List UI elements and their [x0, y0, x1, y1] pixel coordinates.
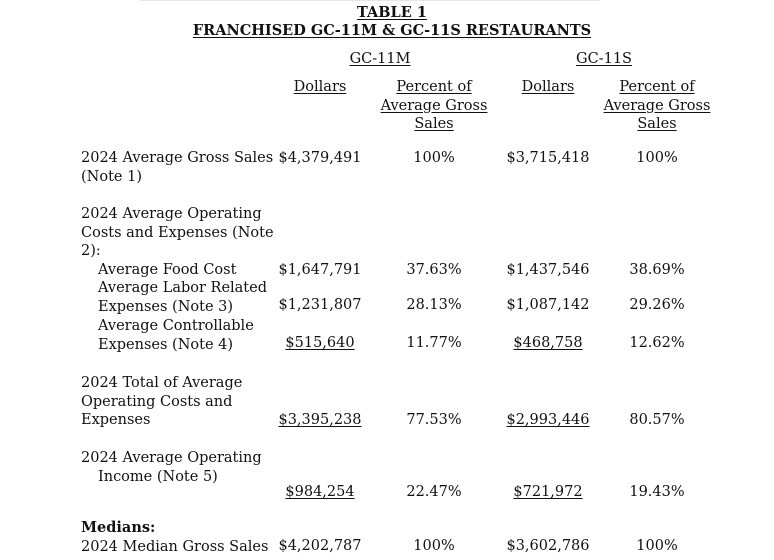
- cell-total-s-dollars: $2,993,446: [506, 412, 590, 428]
- cell-food-s-pct: 38.69%: [629, 262, 685, 278]
- pct-header-line3: Sales: [414, 116, 454, 132]
- cell-gross-sales-s-dollars: $3,715,418: [506, 150, 590, 166]
- cell-income-s-pct: 19.43%: [629, 484, 685, 500]
- cell-labor-s-dollars: $1,087,142: [506, 297, 590, 313]
- row-label-operating-costs: 2024 Average Operating Costs and Expenses (Note 2):: [81, 206, 274, 259]
- cell-median-m-pct: 100%: [413, 538, 455, 554]
- cell-income-m-pct: 22.47%: [406, 484, 462, 500]
- cell-food-s-dollars: $1,437,546: [506, 262, 590, 278]
- pct-header-line2: Average Gross: [380, 97, 488, 114]
- col-header-dollars-m: Dollars: [293, 79, 347, 95]
- row-label-labor: Average Labor Related Expenses (Note 3): [98, 280, 268, 315]
- table-title: FRANCHISED GC-11M & GC-11S RESTAURANTS: [192, 22, 592, 39]
- cell-controllable-m-pct: 11.77%: [406, 335, 462, 351]
- cell-gross-sales-s-pct: 100%: [636, 150, 678, 166]
- row-label-controllable: Average Controllable Expenses (Note 4): [98, 318, 254, 353]
- cell-food-m-pct: 37.63%: [406, 262, 462, 278]
- cell-labor-m-dollars: $1,231,807: [278, 297, 362, 313]
- pct-header-line1: Percent of: [396, 79, 472, 95]
- col-header-percent-m: [374, 78, 494, 134]
- group-header-gc11s: GC-11S: [576, 51, 632, 67]
- medians-heading: Medians:: [81, 519, 156, 536]
- pct-header-line3: Sales: [637, 116, 677, 132]
- group-header-gc11m: GC-11M: [349, 51, 411, 67]
- cell-total-m-dollars: $3,395,238: [278, 412, 362, 428]
- cell-labor-s-pct: 29.26%: [629, 297, 685, 313]
- row-label-total-costs: 2024 Total of Average Operating Costs and Expenses: [81, 375, 243, 428]
- row-label-op-income: 2024 Average Operating Income (Note 5): [81, 450, 262, 485]
- cell-median-m-dollars: $4,202,787: [278, 538, 362, 554]
- cell-food-m-dollars: $1,647,791: [278, 262, 362, 278]
- table-label: TABLE 1: [357, 4, 427, 21]
- cell-controllable-s-pct: 12.62%: [629, 335, 685, 351]
- col-header-percent-s: [597, 78, 717, 134]
- cell-gross-sales-m-dollars: $4,379,491: [278, 150, 362, 166]
- cell-income-m-dollars: $984,254: [285, 484, 355, 500]
- cell-controllable-m-dollars: $515,640: [285, 335, 355, 351]
- pct-header-line1: Percent of: [619, 79, 695, 95]
- pct-header-line2: Average Gross: [603, 97, 711, 114]
- cell-median-s-pct: 100%: [636, 538, 678, 554]
- cell-income-s-dollars: $721,972: [513, 484, 583, 500]
- cell-labor-m-pct: 28.13%: [406, 297, 462, 313]
- cell-controllable-s-dollars: $468,758: [513, 335, 583, 351]
- cell-gross-sales-m-pct: 100%: [413, 150, 455, 166]
- cell-median-s-dollars: $3,602,786: [506, 538, 590, 554]
- row-label-gross-sales: 2024 Average Gross Sales (Note 1): [81, 150, 274, 185]
- top-rule: [140, 0, 600, 1]
- col-header-dollars-s: Dollars: [521, 79, 575, 95]
- cell-total-s-pct: 80.57%: [629, 412, 685, 428]
- row-label-median-gross: 2024 Median Gross Sales: [81, 539, 269, 555]
- cell-total-m-pct: 77.53%: [406, 412, 462, 428]
- row-label-food-cost: Average Food Cost: [98, 262, 237, 278]
